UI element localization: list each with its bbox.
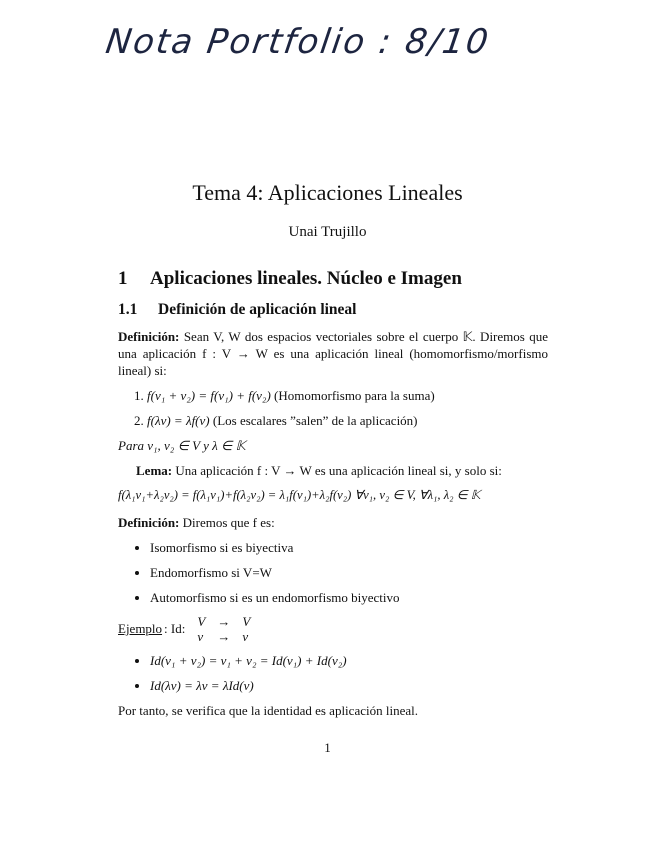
- definition-label: Definición:: [118, 329, 180, 344]
- lema-formula: f(λ₁v₁+λ₂v₂) = f(λ₁v₁)+f(λ₂v₂) = λ₁f(v₁)+λ₂f(v₂) ∀v₁, v₂ ∈ V, ∀λ₁, λ₂ ∈ 𝕂: [118, 488, 481, 502]
- example-label: Ejemplo: [118, 621, 163, 636]
- linearity-conditions-list: [118, 387, 548, 429]
- lema-label: Lema:: [136, 463, 173, 478]
- list-item-formula: f(v₁ + v₂) = f(v₁) + f(v₂): [147, 388, 271, 403]
- section-heading: [118, 270, 548, 287]
- subsection-number: 1.1: [118, 301, 138, 318]
- list-item: [134, 387, 548, 404]
- subsection-title: Definición de aplicación lineal: [158, 301, 357, 318]
- list-item: • Id(v₁ + v₂) = v₁ + v₂ = Id(v₁) + Id(v₂): [150, 652, 548, 669]
- map-row: [191, 629, 256, 644]
- document-body: [118, 270, 548, 727]
- conclusion-paragraph: Por tanto, se verifica que la identidad es aplicación lineal.: [118, 703, 418, 718]
- map-arrow: →: [217, 614, 231, 629]
- lema-text: Una aplicación f : V → W es una aplicación lineal si, y solo si:: [175, 463, 502, 478]
- list-item: • Isomorfismo si es biyectiva: [150, 539, 548, 556]
- map-to: V: [242, 614, 251, 629]
- map-to: v: [242, 629, 249, 644]
- section-title: Aplicaciones lineales. Núcleo e Imagen: [150, 268, 462, 289]
- list-item-note: (Los escalares ”salen” de la aplicación): [212, 413, 418, 428]
- list-item-number: 2.: [134, 413, 144, 428]
- map-from: v: [197, 629, 204, 644]
- definition-label: Definición:: [118, 515, 180, 530]
- definition-text: Sean V, W dos espacios vectoriales sobre el cuerpo 𝕂. Diremos que una aplicación f : V → W es una aplicación lineal (homomorfismo/morfismo lineal) si:: [118, 329, 549, 378]
- definition-paragraph: [118, 328, 548, 379]
- quantifier-paragraph: Para v₁, v₂ ∈ V y λ ∈ 𝕂: [118, 438, 246, 453]
- example-row: [118, 614, 548, 644]
- list-item-formula: f(λv) = λf(v): [147, 413, 210, 428]
- list-item: • Automorfismo si es un endomorfismo biyectivo: [150, 589, 548, 606]
- page-number: 1: [324, 740, 331, 755]
- map-from: V: [197, 614, 206, 629]
- definition-paragraph: [118, 514, 548, 531]
- morphism-types-list: [118, 539, 548, 606]
- handwritten-grade-note: Nota Portfolio : 8/10: [103, 22, 493, 62]
- lema-paragraph: [118, 462, 548, 479]
- list-item: [134, 412, 548, 429]
- identity-map: [191, 614, 256, 644]
- list-item-number: 1.: [134, 388, 144, 403]
- list-item-note: (Homomorfismo para la suma): [274, 388, 435, 403]
- map-arrow: →: [217, 629, 231, 644]
- identity-properties-list: [118, 652, 548, 694]
- subsection-heading: [118, 301, 548, 318]
- example-id-label: : Id:: [164, 621, 186, 636]
- list-item: • Endomorfismo si V=W: [150, 564, 548, 581]
- section-number: 1: [118, 268, 128, 289]
- document-title: Tema 4: Aplicaciones Lineales: [192, 180, 463, 205]
- list-item: • Id(λv) = λv = λId(v): [150, 677, 548, 694]
- map-row: [191, 614, 256, 629]
- document-author: Unai Trujillo: [288, 224, 367, 240]
- definition-text: Diremos que f es:: [182, 515, 275, 530]
